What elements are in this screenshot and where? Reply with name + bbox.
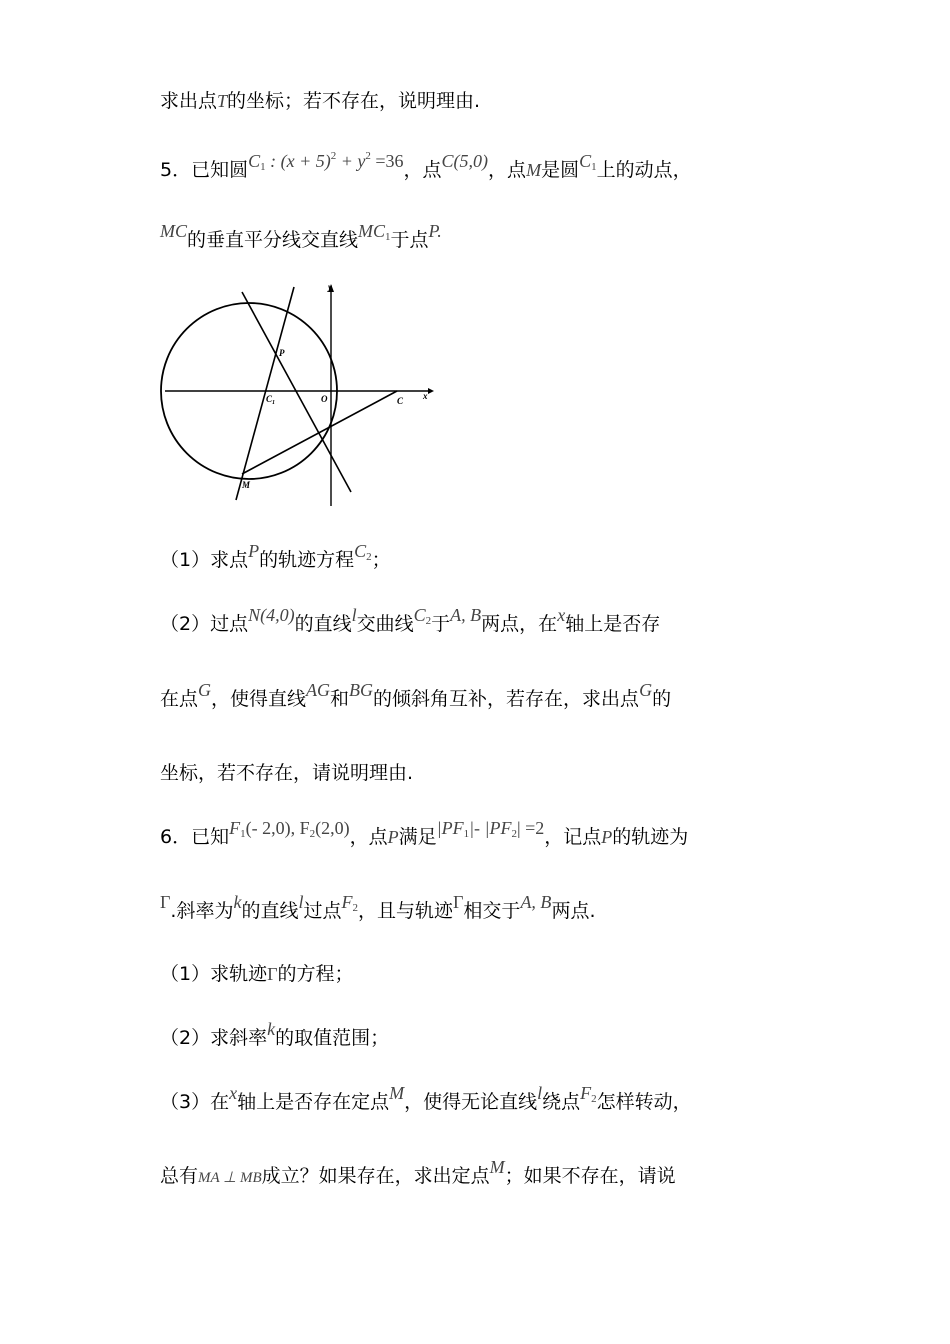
text-segment: .斜率为 <box>170 900 234 922</box>
subscript: 1 <box>463 828 470 840</box>
part-3-question <box>160 1083 692 1120</box>
subscript: 1 <box>260 161 266 173</box>
part-2-question <box>160 1019 390 1050</box>
math-l: l <box>351 605 357 625</box>
subscript: 2 <box>352 902 358 914</box>
subscript: 1 <box>240 828 246 840</box>
math-eq-part: |PF <box>436 818 464 838</box>
math-P: P <box>387 827 399 847</box>
math-MC: MC <box>160 221 187 241</box>
text-segment: 和 <box>330 688 350 710</box>
text-segment: ，且与轨迹 <box>358 900 454 922</box>
part-2-question <box>160 605 661 642</box>
text-segment: ，使得直线 <box>211 688 307 710</box>
figure-svg <box>160 278 440 510</box>
math-MC1: MC <box>358 221 386 241</box>
text-segment: 坐标，若不存在，请说明理由. <box>160 762 414 784</box>
text-segment: 两点，在 <box>481 613 558 635</box>
math-k: k <box>233 892 242 912</box>
text-segment: ，点 <box>488 159 527 181</box>
x-axis-arrow <box>428 388 434 394</box>
line-MC1 <box>236 287 294 500</box>
problem-number: 6．已知 <box>160 826 230 848</box>
label-M: M <box>242 480 251 490</box>
subscript: 2 <box>366 551 372 563</box>
text-segment: ，记点 <box>544 826 602 848</box>
text-segment: ； <box>371 549 391 571</box>
text-segment: 的取值范围； <box>275 1027 390 1049</box>
math-P: P <box>601 827 613 847</box>
text-segment: 于点 <box>390 229 429 251</box>
distance-condition <box>437 817 545 839</box>
text-segment: 的 <box>652 688 672 710</box>
math-AG: AG <box>306 680 331 700</box>
text-segment: 两点. <box>551 900 596 922</box>
text-line-7 <box>160 761 413 785</box>
math-MA-perp-MB: MA ⊥ MB <box>198 1170 262 1186</box>
text-segment: 总有 <box>160 1165 199 1187</box>
text-segment: 轴上是否存在定点 <box>237 1091 390 1113</box>
text-segment: 过点 <box>303 900 342 922</box>
text-segment: 于 <box>431 613 451 635</box>
math-M: M <box>489 1157 505 1177</box>
text-segment: 的倾斜角互补，若存在，求出点 <box>373 688 640 710</box>
math-G: G <box>639 680 653 700</box>
text-segment: （3）在 <box>160 1091 230 1113</box>
math-C1: C <box>579 151 592 171</box>
math-M: M <box>389 1083 405 1103</box>
text-segment: 轴上是否存 <box>565 613 661 635</box>
text-segment: 相交于 <box>463 900 521 922</box>
math-eq-part: + y <box>336 151 366 171</box>
text-segment: （2）过点 <box>160 613 249 635</box>
perpendicular-bisector <box>242 292 351 492</box>
text-segment: 上的动点， <box>596 159 692 181</box>
text-segment: （1）求点 <box>160 549 249 571</box>
math-N: N(4,0) <box>248 605 295 625</box>
math-F2: F <box>580 1083 592 1103</box>
subscript: 2 <box>425 615 432 627</box>
label-O: O <box>321 394 328 404</box>
subscript: 1 <box>591 161 597 173</box>
text-line-13 <box>160 1157 676 1190</box>
superscript: 2 <box>330 150 337 162</box>
text-segment: 的轨迹方程 <box>259 549 355 571</box>
math-eq-part: =36 <box>370 151 404 171</box>
math-Gamma: Γ <box>160 892 171 912</box>
math-point-C: C(5,0) <box>441 151 489 171</box>
math-eq-part: : (x + 5) <box>265 151 331 171</box>
text-segment: 成立？如果存在，求出定点 <box>261 1165 490 1187</box>
math-eq-part: (- 2,0), F <box>245 818 310 838</box>
text-line-9 <box>160 892 596 929</box>
subscript: 2 <box>511 828 517 840</box>
math-C2: C <box>354 541 367 561</box>
math-k: k <box>267 1019 276 1039</box>
problem-5-statement <box>160 150 692 188</box>
math-F1: F <box>229 818 241 838</box>
math-eq-part: | =2 <box>516 818 545 838</box>
text-line-3 <box>160 221 442 258</box>
label-P: P <box>279 348 285 358</box>
math-G: G <box>198 680 212 700</box>
math-M: M <box>526 160 542 180</box>
text-segment: （1）求轨迹 <box>160 963 268 985</box>
label-y: y <box>328 282 332 292</box>
math-l: l <box>537 1083 543 1103</box>
text-segment: 满足 <box>398 826 437 848</box>
subscript: 2 <box>591 1093 597 1105</box>
text-segment: 的直线 <box>241 900 299 922</box>
text-segment: 的直线 <box>294 613 352 635</box>
text-segment: 的轨迹为 <box>612 826 689 848</box>
math-F2: F <box>341 892 353 912</box>
problem-6-statement <box>160 818 689 855</box>
math-BG: BG <box>349 680 374 700</box>
text-segment: 的方程； <box>277 963 354 985</box>
text-segment: 在点 <box>160 688 199 710</box>
math-eq-part: (2,0) <box>315 818 350 838</box>
math-T: T <box>217 91 228 111</box>
text-segment: ；如果不存在，请说 <box>504 1165 676 1187</box>
text-segment: 绕点 <box>542 1091 581 1113</box>
math-C1: C <box>248 151 261 171</box>
label-C1: $C_1$ <box>266 394 276 406</box>
text-segment: 怎样转动， <box>596 1091 692 1113</box>
label-C: C <box>397 396 404 406</box>
text-segment: 是圆 <box>541 159 580 181</box>
part-1-question <box>160 962 354 986</box>
subscript: 1 <box>385 231 391 243</box>
foci-definition <box>229 817 350 839</box>
problem-number: 5．已知圆 <box>160 159 249 181</box>
circle-equation <box>248 150 403 172</box>
text-segment: 求出点 <box>160 90 218 112</box>
text-segment: （2）求斜率 <box>160 1027 268 1049</box>
superscript: 2 <box>365 150 371 162</box>
subscript: 2 <box>309 828 316 840</box>
part-1-question <box>160 541 391 578</box>
text-segment: ，点 <box>403 159 442 181</box>
math-x: x <box>557 605 566 625</box>
math-P: P <box>248 541 260 561</box>
text-segment: ，点 <box>349 826 388 848</box>
text-segment: 交曲线 <box>356 613 414 635</box>
math-P: P. <box>428 221 442 241</box>
label-x: x <box>423 391 428 401</box>
math-Gamma: Γ <box>267 964 278 984</box>
math-x: x <box>229 1083 238 1103</box>
text-segment: 的垂直平分线交直线 <box>187 229 359 251</box>
text-segment: 的坐标；若不存在，说明理由. <box>227 90 481 112</box>
math-AB: A, B <box>450 605 482 625</box>
math-l: l <box>298 892 304 912</box>
text-line-6 <box>160 680 672 711</box>
math-eq-part: |- |PF <box>469 818 512 838</box>
math-C2: C <box>413 605 426 625</box>
text-line-1 <box>160 89 480 113</box>
math-Gamma: Γ <box>453 892 464 912</box>
text-segment: ，使得无论直线 <box>404 1091 538 1113</box>
math-AB: A, B <box>520 892 552 912</box>
geometry-figure <box>160 278 440 510</box>
